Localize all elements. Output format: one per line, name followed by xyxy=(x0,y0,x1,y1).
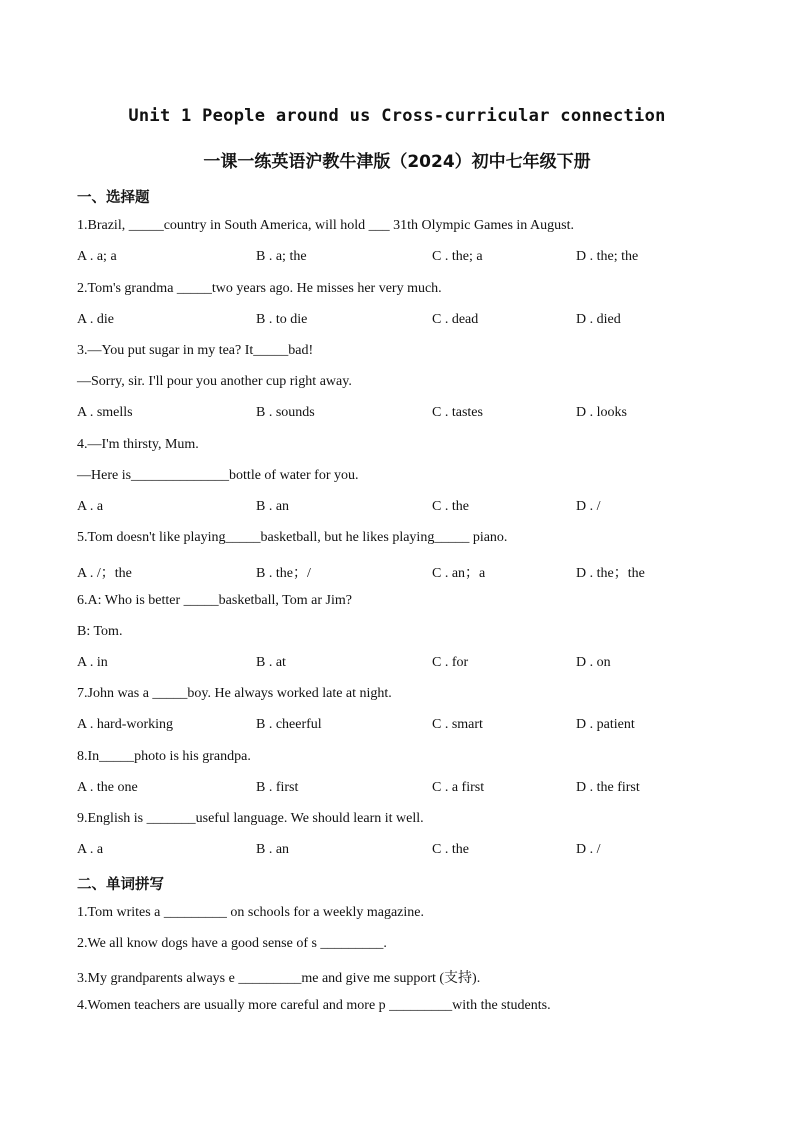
question-5: 5.Tom doesn't like playing_____basketball, but he likes playing_____ piano. xyxy=(77,530,508,545)
question-3-line-2: —Sorry, sir. I'll pour you another cup right away. xyxy=(77,374,352,389)
question-5-option-a: A . /；the xyxy=(77,566,132,581)
question-1-option-d: D . the; the xyxy=(576,249,639,264)
question-5-option-d: D . the；the xyxy=(576,566,645,581)
question-3-option-d: D . looks xyxy=(576,405,627,420)
spelling-item-4: 4.Women teachers are usually more careful and more p _________with the students. xyxy=(77,998,551,1013)
question-4-option-a: A . a xyxy=(77,499,104,514)
spelling-item-1: 1.Tom writes a _________ on schools for a weekly magazine. xyxy=(77,905,424,920)
question-4-line-2: —Here is______________bottle of water for you. xyxy=(77,468,359,483)
question-5-option-c: C . an；a xyxy=(432,566,486,581)
question-3-option-a: A . smells xyxy=(77,405,133,420)
question-6-option-d: D . on xyxy=(576,655,611,670)
question-9-option-b: B . an xyxy=(256,842,290,857)
question-1-option-c: C . the; a xyxy=(432,249,483,264)
question-8: 8.In_____photo is his grandpa. xyxy=(77,749,251,764)
question-8-option-d: D . the first xyxy=(576,780,640,795)
question-6: 6.A: Who is better _____basketball, Tom ar Jim? xyxy=(77,593,352,608)
question-6-option-b: B . at xyxy=(256,655,286,670)
question-9-option-a: A . a xyxy=(77,842,104,857)
question-4-option-d: D . / xyxy=(576,499,601,514)
question-8-option-b: B . first xyxy=(256,780,299,795)
question-3: 3.—You put sugar in my tea? It_____bad! xyxy=(77,343,314,358)
page-title: Unit 1 People around us Cross-curricular connection xyxy=(128,106,666,126)
question-1: 1.Brazil, _____country in South America, will hold ___ 31th Olympic Games in August. xyxy=(77,218,574,233)
question-6-option-a: A . in xyxy=(77,655,108,670)
question-9-option-c: C . the xyxy=(432,842,469,857)
question-7-option-c: C . smart xyxy=(432,717,483,732)
spelling-item-3: 3.My grandparents always e _________me and give me support (支持). xyxy=(77,971,481,986)
question-4-option-b: B . an xyxy=(256,499,290,514)
question-7-option-d: D . patient xyxy=(576,717,635,732)
question-6-line-2: B: Tom. xyxy=(77,624,123,639)
question-8-option-c: C . a first xyxy=(432,780,485,795)
question-1-option-a: A . a; a xyxy=(77,249,117,264)
question-7-option-b: B . cheerful xyxy=(256,717,322,732)
question-4: 4.—I'm thirsty, Mum. xyxy=(77,437,199,452)
section-heading-choice: 一、选择题 xyxy=(77,190,150,206)
question-3-option-c: C . tastes xyxy=(432,405,483,420)
question-7-option-a: A . hard-working xyxy=(77,717,174,732)
question-4-option-c: C . the xyxy=(432,499,469,514)
question-5-option-b: B . the；/ xyxy=(256,566,311,581)
question-8-option-a: A . the one xyxy=(77,780,138,795)
question-9: 9.English is _______useful language. We should learn it well. xyxy=(77,811,424,826)
spelling-item-2: 2.We all know dogs have a good sense of s _________. xyxy=(77,936,387,951)
section-heading-spelling: 二、单词拼写 xyxy=(77,877,164,893)
question-2-option-d: D . died xyxy=(576,312,621,327)
question-2-option-b: B . to die xyxy=(256,312,308,327)
question-7: 7.John was a _____boy. He always worked late at night. xyxy=(77,686,392,701)
question-6-option-c: C . for xyxy=(432,655,469,670)
question-1-option-b: B . a; the xyxy=(256,249,307,264)
question-3-option-b: B . sounds xyxy=(256,405,315,420)
question-9-option-d: D . / xyxy=(576,842,601,857)
question-2-option-a: A . die xyxy=(77,312,114,327)
page-subtitle: 一课一练英语沪教牛津版（2024）初中七年级下册 xyxy=(203,152,591,172)
question-2: 2.Tom's grandma _____two years ago. He misses her very much. xyxy=(77,281,442,296)
question-2-option-c: C . dead xyxy=(432,312,479,327)
